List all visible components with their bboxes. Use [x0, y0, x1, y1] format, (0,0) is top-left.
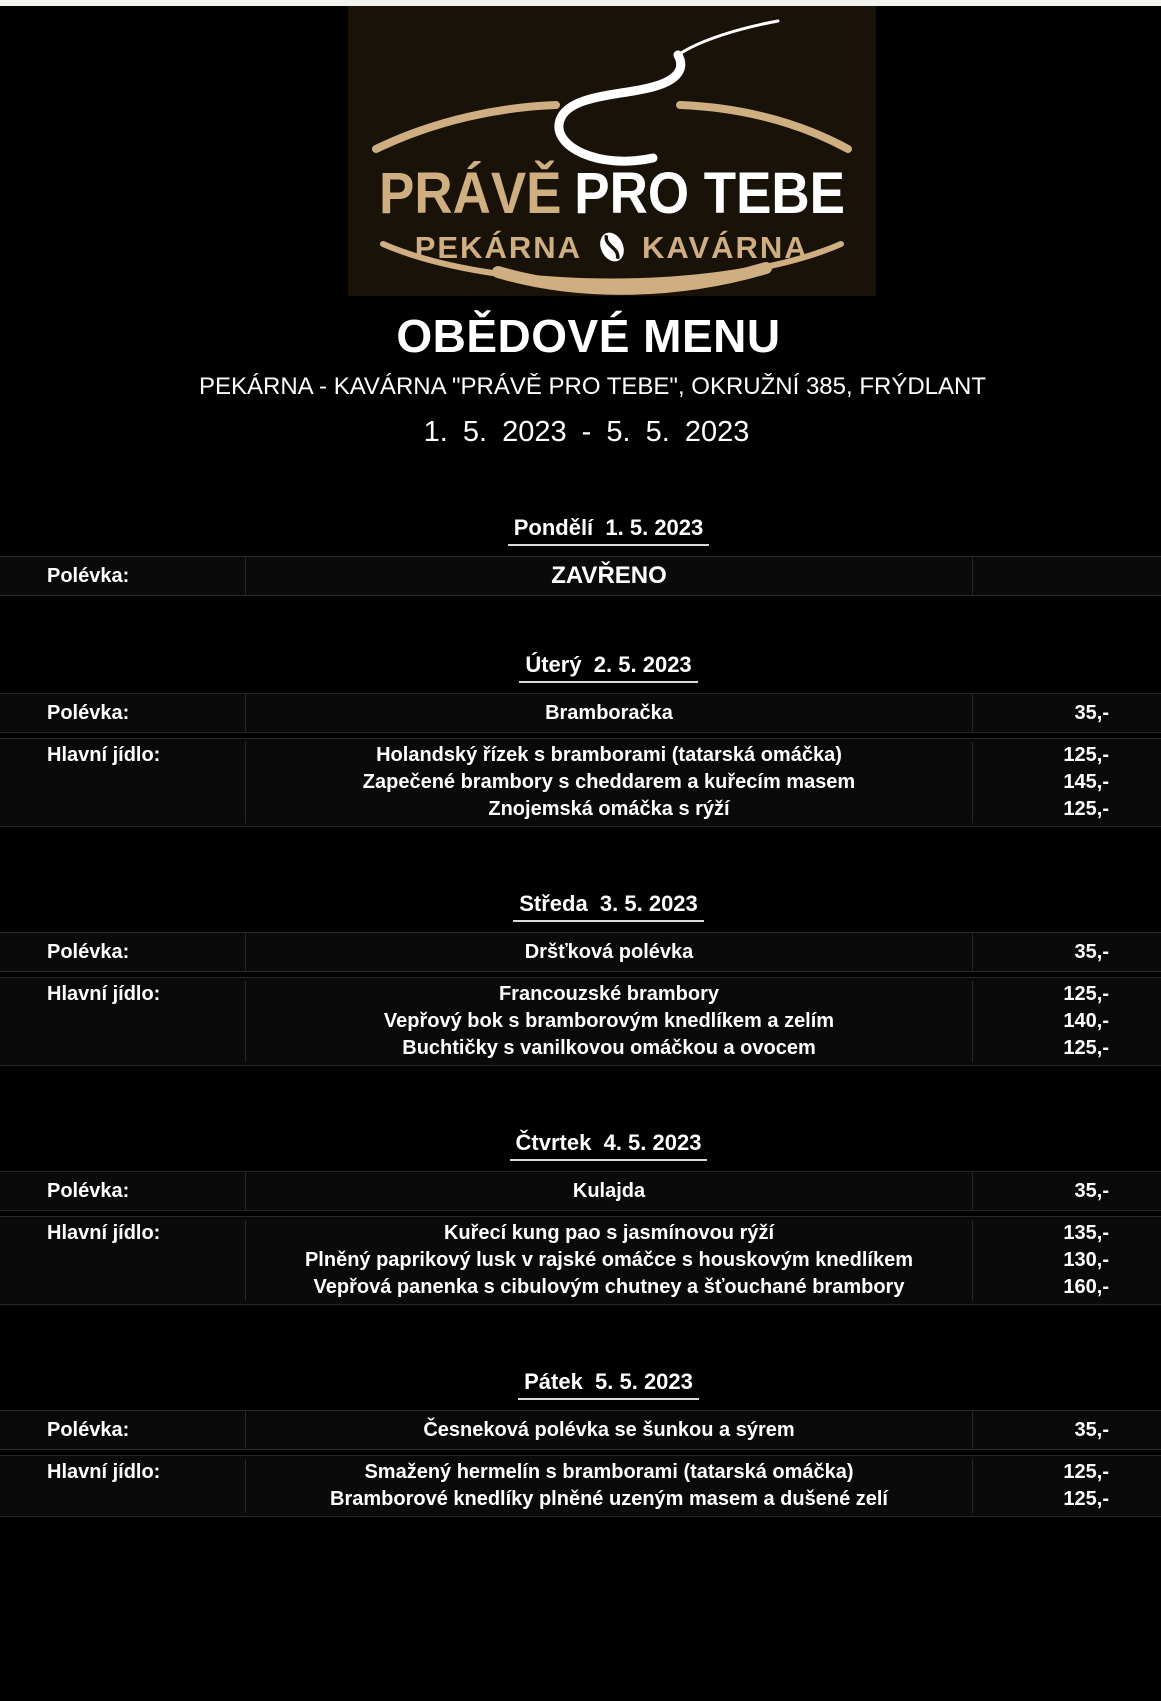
dish-name: Smažený hermelín s bramborami (tatarská omáčka) [364, 1461, 854, 1483]
page-title: OBĚDOVÉ MENU [396, 310, 781, 362]
day-title: Pátek 5. 5. 2023 [518, 1369, 699, 1400]
soup-name: ZAVŘENO [551, 562, 667, 589]
soup-name: Česneková polévka se šunkou a sýrem [423, 1418, 795, 1441]
soup-name-cell [245, 694, 973, 732]
main-dishes-row [0, 1216, 1161, 1305]
soup-price: 35,- [1074, 701, 1109, 724]
soup-row [0, 693, 1161, 733]
day-section [0, 652, 1161, 827]
soup-name-cell [245, 933, 973, 971]
soup-name: Dršťková polévka [524, 940, 694, 963]
day-section [0, 1369, 1161, 1517]
dish-name: Znojemská omáčka s rýží [488, 798, 730, 820]
day-section [0, 1130, 1161, 1305]
dish-price: 160,- [1063, 1276, 1109, 1298]
soup-row [0, 556, 1161, 596]
dish-name: Francouzské brambory [498, 983, 720, 1005]
dish-name: Plněný paprikový lusk v rajské omáčce s houskovým knedlíkem [304, 1249, 914, 1271]
main-dishes-row [0, 977, 1161, 1066]
ellipse-arc-top-right [680, 105, 848, 149]
main-price-list [973, 1220, 1161, 1301]
subtitle-pekarna: PEKÁRNA [414, 230, 582, 265]
dish-name: Holandský řízek s bramborami (tatarská omáčka) [376, 744, 842, 766]
soup-name: Kulajda [572, 1179, 646, 1202]
soup-price: 35,- [1074, 940, 1109, 963]
main-course-label: Hlavní jídlo: [47, 1461, 161, 1483]
main-course-label: Hlavní jídlo: [47, 983, 161, 1005]
soup-name-cell [245, 557, 973, 595]
main-dish-list [245, 1459, 973, 1513]
dish-name: Kuřecí kung pao s jasmínovou rýží [443, 1222, 775, 1244]
main-price-list [973, 742, 1161, 823]
day-section [0, 891, 1161, 1066]
soup-label: Polévka: [47, 940, 130, 963]
soup-price: 35,- [1074, 1179, 1109, 1202]
dish-price: 125,- [1063, 1037, 1109, 1059]
day-header [28, 515, 1161, 546]
main-course-label: Hlavní jídlo: [47, 744, 161, 766]
dish-name: Vepřová panenka s cibulovým chutney a šťouchané brambory [313, 1276, 905, 1298]
day-header [28, 891, 1161, 922]
day-title: Středa 3. 5. 2023 [513, 891, 704, 922]
dish-price: 135,- [1063, 1222, 1109, 1244]
soup-label: Polévka: [47, 701, 130, 724]
menu-days [0, 515, 1161, 1517]
brand-name: PRÁVĚPRO TEBE [379, 161, 871, 226]
main-dish-list [245, 981, 973, 1062]
dish-price: 145,- [1063, 771, 1109, 793]
ellipse-arc-top-left [376, 105, 556, 149]
soup-row [0, 932, 1161, 972]
coffee-bean-icon [596, 229, 629, 265]
day-title: Čtvrtek 4. 5. 2023 [510, 1130, 708, 1161]
steam-swirl-icon [559, 21, 778, 161]
main-dish-list [245, 742, 973, 823]
soup-name-cell [245, 1172, 973, 1210]
soup-name-cell [245, 1411, 973, 1449]
dish-price: 140,- [1063, 1010, 1109, 1032]
dish-name: Bramborové knedlíky plněné uzeným masem a dušené zelí [330, 1488, 888, 1510]
bakery-logo [348, 6, 876, 296]
main-price-list [973, 1459, 1161, 1513]
main-dishes-row [0, 738, 1161, 827]
dish-name: Buchtičky s vanilkovou omáčkou a ovocem [402, 1037, 816, 1059]
dish-name: Zapečené brambory s cheddarem a kuřecím masem [362, 771, 856, 793]
soup-label: Polévka: [47, 1418, 130, 1441]
dish-price: 130,- [1063, 1249, 1109, 1271]
main-course-label: Hlavní jídlo: [47, 1222, 161, 1244]
soup-row [0, 1410, 1161, 1450]
soup-name: Bramboračka [545, 701, 673, 724]
day-header [28, 1369, 1161, 1400]
dish-price: 125,- [1063, 1461, 1109, 1483]
dish-price: 125,- [1063, 744, 1109, 766]
dish-price: 125,- [1063, 1488, 1109, 1510]
day-header [28, 1130, 1161, 1161]
day-header [28, 652, 1161, 683]
soup-row [0, 1171, 1161, 1211]
day-title: Úterý 2. 5. 2023 [519, 652, 697, 683]
day-section [0, 515, 1161, 596]
dish-price: 125,- [1063, 798, 1109, 820]
subtitle-kavarna: KAVÁRNA [642, 230, 809, 265]
soup-price: 35,- [1074, 1418, 1109, 1441]
day-title: Pondělí 1. 5. 2023 [508, 515, 710, 546]
address-line: PEKÁRNA - KAVÁRNA "PRÁVĚ PRO TEBE", OKRUŽNÍ 385, FRÝDLANT [198, 373, 987, 400]
main-dishes-row [0, 1455, 1161, 1517]
main-price-list [973, 981, 1161, 1062]
date-range: 1. 5. 2023 - 5. 5. 2023 [423, 416, 750, 448]
main-dish-list [245, 1220, 973, 1301]
dish-price: 125,- [1063, 983, 1109, 1005]
soup-label: Polévka: [47, 1179, 130, 1202]
soup-label: Polévka: [47, 564, 130, 587]
dish-name: Vepřový bok s bramborovým knedlíkem a zelím [383, 1010, 835, 1032]
